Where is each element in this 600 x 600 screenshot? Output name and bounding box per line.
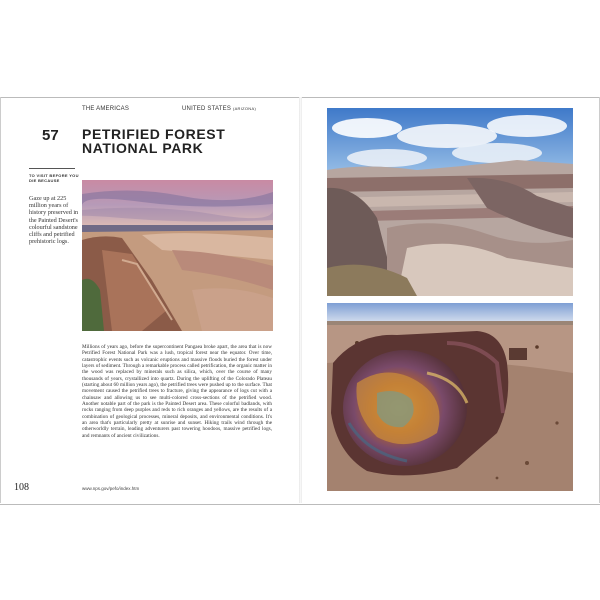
website-url: www.nps.gov/pefo/index.htm — [82, 486, 140, 491]
page-edge-left — [0, 97, 1, 503]
petrified-log-photo — [327, 303, 573, 491]
body-text: Millions of years ago, before the supercontinent Pangaea broke apart, the area that is now Petrified Forest National Park was a lush, tropical forest near the equator. Over time, catastrophic events such as volcanic eruptions and massive floods buried the forest under layers of sediment. Through a remarkable process called petrification, the organic matter in the wood was replaced by minerals such as silica, which, over the course of many thousands of years, crystallized into quartz. During the uplifting of the Colorado Plateau (starting about 60 million years ago), the petrified trees were pushed up to the surface. That movement caused the petrified trees to fracture, giving the appearance of logs cut with a chainsaw and allowing us to see multi-colored cross-sections of the petrified wood. Another notable part of the park is the Painted Desert area. These colorful badlands, with rocks ranging from deep purples and reds to rich oranges and yellows, are the results of a combination of geological processes, mineral deposits, and environmental conditions. It's an area that's particularly pretty at sunrise and sunset. Hiking trails wind through the otherworldly terrain, leading adventurers past towering hoodoos, massive petrified logs, and remnants of ancient civilizations. — [82, 344, 272, 439]
painted-desert-sunset-photo — [82, 180, 273, 331]
entry-number: 57 — [42, 127, 59, 144]
sidebar-text: Gaze up at 225 million years of history preserved in the Painted Desert's colourful sandstone cliffs and petrified prehistoric logs. — [29, 195, 79, 246]
country-label: UNITED STATES — [182, 106, 232, 112]
state-label: (ARIZONA) — [232, 106, 257, 111]
painted-desert-badlands-photo — [327, 108, 573, 296]
running-head-region: THE AMERICAS — [82, 106, 130, 112]
entry-title: PETRIFIED FOREST NATIONAL PARK — [82, 126, 226, 156]
book-gutter — [299, 97, 302, 503]
page-number: 108 — [14, 482, 29, 493]
running-head-country — [182, 106, 256, 112]
sidebar-rule — [29, 168, 75, 169]
sidebar-label: TO VISIT BEFORE YOU DIE BECAUSE — [29, 173, 79, 183]
